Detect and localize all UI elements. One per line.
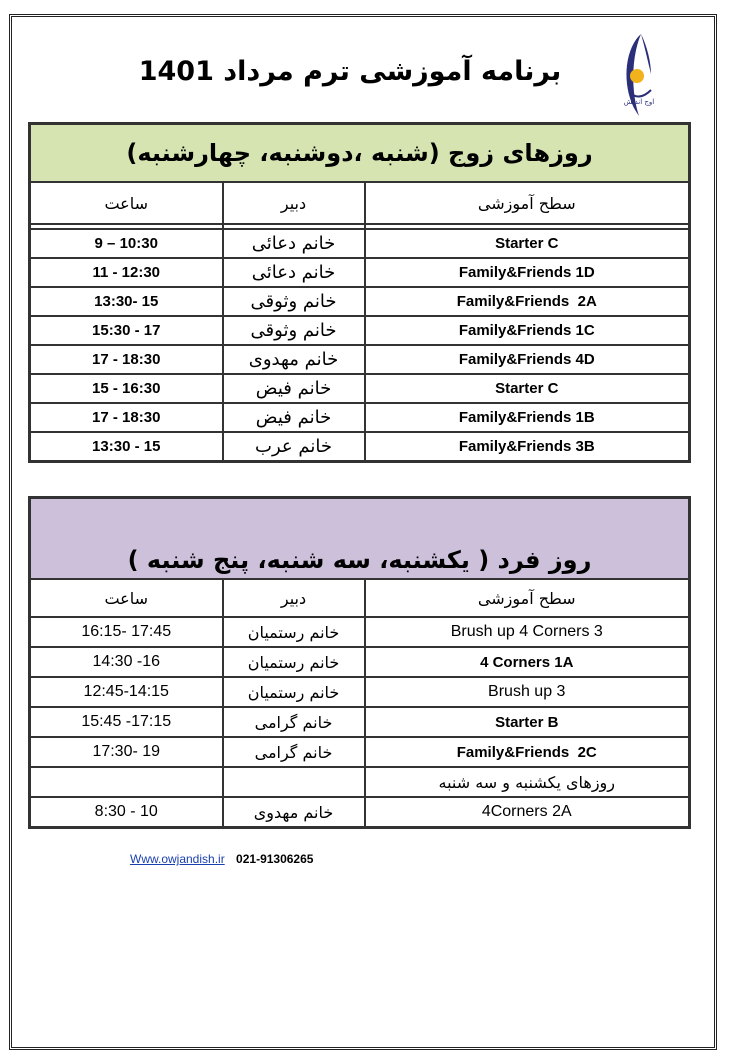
level-cell: Starter C [365,374,690,403]
time-cell: 16:15- 17:45 [30,617,223,647]
time-cell: 15:45 -17:15 [30,707,223,737]
column-header-level: سطح آموزشی [365,579,690,617]
level-cell: Brush up 4 Corners 3 [365,617,690,647]
teacher-cell: خانم رستمیان [223,617,365,647]
table-row [30,374,690,403]
time-cell: 17:30- 19 [30,737,223,767]
even-days-header: روزهای زوج (شنبه ،دوشنبه، چهارشنبه) [30,124,690,183]
teacher-cell: خانم عرب [223,432,365,462]
time-cell: 15 - 16:30 [30,374,223,403]
logo-text: اوج اندیش [623,98,655,106]
phone-number: 021-91306265 [236,852,314,866]
column-header-time: ساعت [30,579,223,617]
teacher-cell: خانم رستمیان [223,677,365,707]
level-cell: Starter B [365,707,690,737]
column-header-level: سطح آموزشی [365,182,690,224]
teacher-cell: خانم مهدوی [223,797,365,828]
time-cell: 11 - 12:30 [30,258,223,287]
table-row [30,229,690,258]
table-row [30,316,690,345]
table-row [30,617,690,647]
logo [617,32,661,120]
time-cell: 13:30 - 15 [30,432,223,462]
table-row [30,767,690,797]
level-cell: Family&Friends 1D [365,258,690,287]
odd-days-table [28,496,691,829]
table-row [30,737,690,767]
column-header-teacher: دبیر [223,182,365,224]
level-cell: Family&Friends 1B [365,403,690,432]
table-row [30,707,690,737]
teacher-cell: خانم فیض [223,403,365,432]
website-link[interactable]: Www.owjandish.ir [130,852,225,866]
teacher-cell: خانم گرامی [223,707,365,737]
even-days-table [28,122,691,463]
odd-days-header: روز فرد ( یکشنبه، سه شنبه، پنج شنبه ) [30,498,690,580]
table-row [30,345,690,374]
teacher-cell: خانم گرامی [223,737,365,767]
teacher-cell: خانم فیض [223,374,365,403]
table-row [30,797,690,828]
table-row [30,647,690,677]
level-cell: Family&Friends 2A [365,287,690,316]
table-row [30,287,690,316]
time-cell: 12:45-14:15 [30,677,223,707]
column-header-teacher: دبیر [223,579,365,617]
level-cell: Starter C [365,229,690,258]
teacher-cell: خانم وثوقی [223,287,365,316]
teacher-cell: خانم وثوقی [223,316,365,345]
level-cell: Brush up 3 [365,677,690,707]
table-row [30,258,690,287]
time-cell [30,767,223,797]
table-row [30,403,690,432]
time-cell: 13:30- 15 [30,287,223,316]
teacher-cell: خانم رستمیان [223,647,365,677]
level-cell: روزهای یکشنبه و سه شنبه [365,767,690,797]
level-cell: Family&Friends 3B [365,432,690,462]
level-cell: Family&Friends 2C [365,737,690,767]
table-row [30,432,690,462]
time-cell: 14:30 -16 [30,647,223,677]
teacher-cell [223,767,365,797]
teacher-cell: خانم دعائی [223,229,365,258]
time-cell: 9 – 10:30 [30,229,223,258]
time-cell: 8:30 - 10 [30,797,223,828]
teacher-cell: خانم مهدوی [223,345,365,374]
time-cell: 17 - 18:30 [30,345,223,374]
time-cell: 17 - 18:30 [30,403,223,432]
time-cell: 15:30 - 17 [30,316,223,345]
level-cell: Family&Friends 4D [365,345,690,374]
footer [130,852,313,866]
column-header-time: ساعت [30,182,223,224]
teacher-cell: خانم دعائی [223,258,365,287]
table-row [30,677,690,707]
page-title: برنامه آموزشی ترم مرداد 1401 [138,56,562,87]
level-cell: 4 Corners 1A [365,647,690,677]
level-cell: Family&Friends 1C [365,316,690,345]
level-cell: 4Corners 2A [365,797,690,828]
